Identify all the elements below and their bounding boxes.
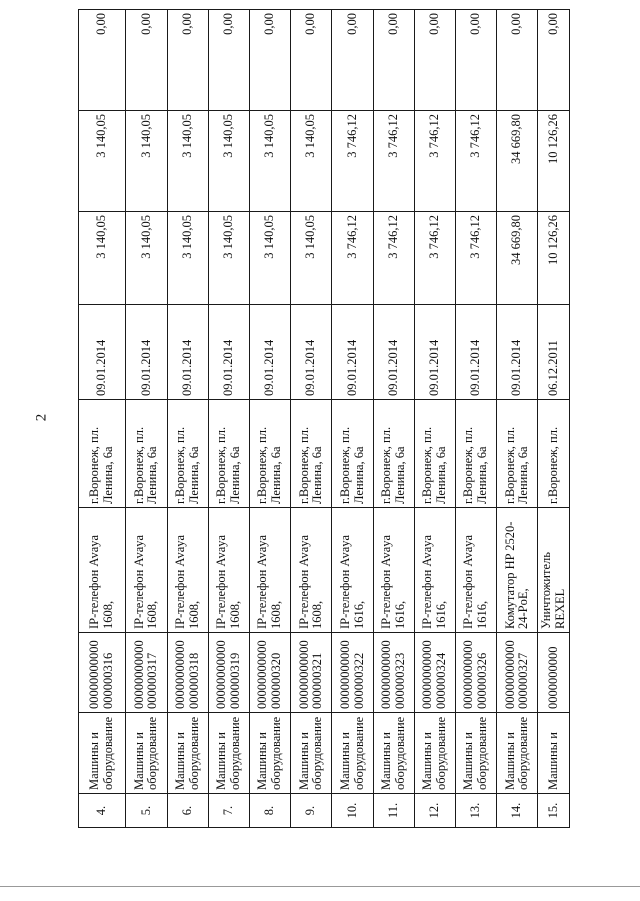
asset-table xyxy=(78,9,570,828)
date-cell: 09.01.2014 xyxy=(79,305,126,400)
asset-type-cell: Машины и оборудование xyxy=(332,713,373,794)
table-row xyxy=(126,10,167,828)
date-cell: 06.12.2011 xyxy=(538,305,570,400)
depreciation-cell: 0,00 xyxy=(538,10,570,111)
date-cell: 09.01.2014 xyxy=(126,305,167,400)
asset-name-cell: Комутатор HP 2520-24-PoE, xyxy=(497,508,538,633)
address-cell: г.Воронеж, пл. Ленина, 6а xyxy=(250,400,291,508)
residual-value-cell: 3 746,12 xyxy=(332,111,373,212)
depreciation-cell: 0,00 xyxy=(208,10,249,111)
asset-type-cell: Машины и оборудование xyxy=(497,713,538,794)
inventory-number-cell: 00000000000000000321 xyxy=(291,633,332,713)
table-row xyxy=(456,10,497,828)
table-row xyxy=(167,10,208,828)
date-cell: 09.01.2014 xyxy=(456,305,497,400)
address-cell: г.Воронеж, пл. Ленина, 6а xyxy=(291,400,332,508)
address-cell: г.Воронеж, пл. Ленина, 6а xyxy=(167,400,208,508)
asset-name-cell: IP-телефон Avaya 1616, xyxy=(373,508,414,633)
asset-name-cell: IP-телефон Avaya 1616, xyxy=(456,508,497,633)
inventory-number-cell: 00000000000000000316 xyxy=(79,633,126,713)
asset-type-cell: Машины и оборудование xyxy=(456,713,497,794)
initial-cost-cell: 3 746,12 xyxy=(373,212,414,305)
depreciation-cell: 0,00 xyxy=(167,10,208,111)
depreciation-cell: 0,00 xyxy=(456,10,497,111)
address-cell: г.Воронеж, пл. Ленина, 6а xyxy=(79,400,126,508)
inventory-number-cell: 00000000000000000322 xyxy=(332,633,373,713)
asset-table-container xyxy=(78,10,570,828)
date-cell: 09.01.2014 xyxy=(167,305,208,400)
inventory-number-cell: 00000000000000000317 xyxy=(126,633,167,713)
scan-bottom-line xyxy=(0,886,640,887)
asset-name-cell: IP-телефон Avaya 1608, xyxy=(167,508,208,633)
address-cell: г.Воронеж, пл. Ленина, 6а xyxy=(126,400,167,508)
asset-type-cell: Машины и оборудование xyxy=(79,713,126,794)
date-cell: 09.01.2014 xyxy=(373,305,414,400)
row-number-cell: 15. xyxy=(538,794,570,828)
residual-value-cell: 3 140,05 xyxy=(79,111,126,212)
row-number-cell: 6. xyxy=(167,794,208,828)
row-number-cell: 9. xyxy=(291,794,332,828)
date-cell: 09.01.2014 xyxy=(208,305,249,400)
inventory-number-cell: 00000000000000000327 xyxy=(497,633,538,713)
initial-cost-cell: 3 140,05 xyxy=(208,212,249,305)
depreciation-cell: 0,00 xyxy=(126,10,167,111)
asset-name-cell: IP-телефон Avaya 1608, xyxy=(208,508,249,633)
initial-cost-cell: 3 140,05 xyxy=(79,212,126,305)
address-cell: г.Воронеж, пл. Ленина, 6а xyxy=(497,400,538,508)
residual-value-cell: 3 140,05 xyxy=(291,111,332,212)
initial-cost-cell: 3 140,05 xyxy=(250,212,291,305)
row-number-cell: 4. xyxy=(79,794,126,828)
table-row xyxy=(414,10,455,828)
address-cell: г.Воронеж, пл. Ленина, 6а xyxy=(456,400,497,508)
initial-cost-cell: 3 140,05 xyxy=(167,212,208,305)
date-cell: 09.01.2014 xyxy=(414,305,455,400)
asset-name-cell: IP-телефон Avaya 1608, xyxy=(126,508,167,633)
residual-value-cell: 3 746,12 xyxy=(414,111,455,212)
depreciation-cell: 0,00 xyxy=(373,10,414,111)
row-number-cell: 12. xyxy=(414,794,455,828)
inventory-number-cell: 00000000000000000324 xyxy=(414,633,455,713)
residual-value-cell: 3 140,05 xyxy=(126,111,167,212)
row-number-cell: 5. xyxy=(126,794,167,828)
table-row xyxy=(538,10,570,828)
table-row xyxy=(497,10,538,828)
row-number-cell: 7. xyxy=(208,794,249,828)
address-cell: г.Воронеж, пл. Ленина, 6а xyxy=(332,400,373,508)
initial-cost-cell: 3 140,05 xyxy=(291,212,332,305)
inventory-number-cell: 00000000000000000320 xyxy=(250,633,291,713)
initial-cost-cell: 34 669,80 xyxy=(497,212,538,305)
initial-cost-cell: 3 746,12 xyxy=(456,212,497,305)
asset-type-cell: Машины и оборудование xyxy=(373,713,414,794)
table-row xyxy=(250,10,291,828)
initial-cost-cell: 3 746,12 xyxy=(414,212,455,305)
depreciation-cell: 0,00 xyxy=(79,10,126,111)
asset-type-cell: Машины и оборудование xyxy=(250,713,291,794)
depreciation-cell: 0,00 xyxy=(497,10,538,111)
inventory-number-cell: 00000000000000000326 xyxy=(456,633,497,713)
residual-value-cell: 3 140,05 xyxy=(208,111,249,212)
residual-value-cell: 3 746,12 xyxy=(373,111,414,212)
table-row xyxy=(291,10,332,828)
residual-value-cell: 3 140,05 xyxy=(167,111,208,212)
inventory-number-cell: 00000000000000000319 xyxy=(208,633,249,713)
row-number-cell: 10. xyxy=(332,794,373,828)
table-row xyxy=(332,10,373,828)
asset-name-cell: IP-телефон Avaya 1608, xyxy=(291,508,332,633)
residual-value-cell: 10 126,26 xyxy=(538,111,570,212)
table-row xyxy=(373,10,414,828)
address-cell: г.Воронеж, пл. Ленина, 6а xyxy=(208,400,249,508)
address-cell: г.Воронеж, пл. Ленина, 6а xyxy=(373,400,414,508)
initial-cost-cell: 10 126,26 xyxy=(538,212,570,305)
asset-type-cell: Машины и оборудование xyxy=(414,713,455,794)
asset-table-body xyxy=(79,10,570,828)
asset-type-cell: Машины и оборудование xyxy=(208,713,249,794)
depreciation-cell: 0,00 xyxy=(414,10,455,111)
residual-value-cell: 3 746,12 xyxy=(456,111,497,212)
asset-type-cell: Машины и оборудование xyxy=(167,713,208,794)
inventory-number-cell: 0000000000 xyxy=(538,633,570,713)
inventory-number-cell: 00000000000000000318 xyxy=(167,633,208,713)
date-cell: 09.01.2014 xyxy=(291,305,332,400)
asset-name-cell: IP-телефон Avaya 1616, xyxy=(414,508,455,633)
asset-name-cell: IP-телефон Avaya 1608, xyxy=(79,508,126,633)
table-row xyxy=(208,10,249,828)
asset-type-cell: Машины и xyxy=(538,713,570,794)
asset-name-cell: IP-телефон Avaya 1616, xyxy=(332,508,373,633)
initial-cost-cell: 3 140,05 xyxy=(126,212,167,305)
asset-type-cell: Машины и оборудование xyxy=(126,713,167,794)
row-number-cell: 11. xyxy=(373,794,414,828)
row-number-cell: 8. xyxy=(250,794,291,828)
depreciation-cell: 0,00 xyxy=(250,10,291,111)
asset-name-cell: Уничтожитель REXEL xyxy=(538,508,570,633)
residual-value-cell: 34 669,80 xyxy=(497,111,538,212)
inventory-number-cell: 00000000000000000323 xyxy=(373,633,414,713)
date-cell: 09.01.2014 xyxy=(250,305,291,400)
page-number: 2 xyxy=(33,413,50,422)
asset-name-cell: IP-телефон Avaya 1608, xyxy=(250,508,291,633)
address-cell: г.Воронеж, пл. Ленина, 6а xyxy=(414,400,455,508)
residual-value-cell: 3 140,05 xyxy=(250,111,291,212)
asset-type-cell: Машины и оборудование xyxy=(291,713,332,794)
row-number-cell: 13. xyxy=(456,794,497,828)
initial-cost-cell: 3 746,12 xyxy=(332,212,373,305)
address-cell: г.Воронеж, пл. xyxy=(538,400,570,508)
date-cell: 09.01.2014 xyxy=(332,305,373,400)
depreciation-cell: 0,00 xyxy=(332,10,373,111)
depreciation-cell: 0,00 xyxy=(291,10,332,111)
table-row xyxy=(79,10,126,828)
row-number-cell: 14. xyxy=(497,794,538,828)
date-cell: 09.01.2014 xyxy=(497,305,538,400)
